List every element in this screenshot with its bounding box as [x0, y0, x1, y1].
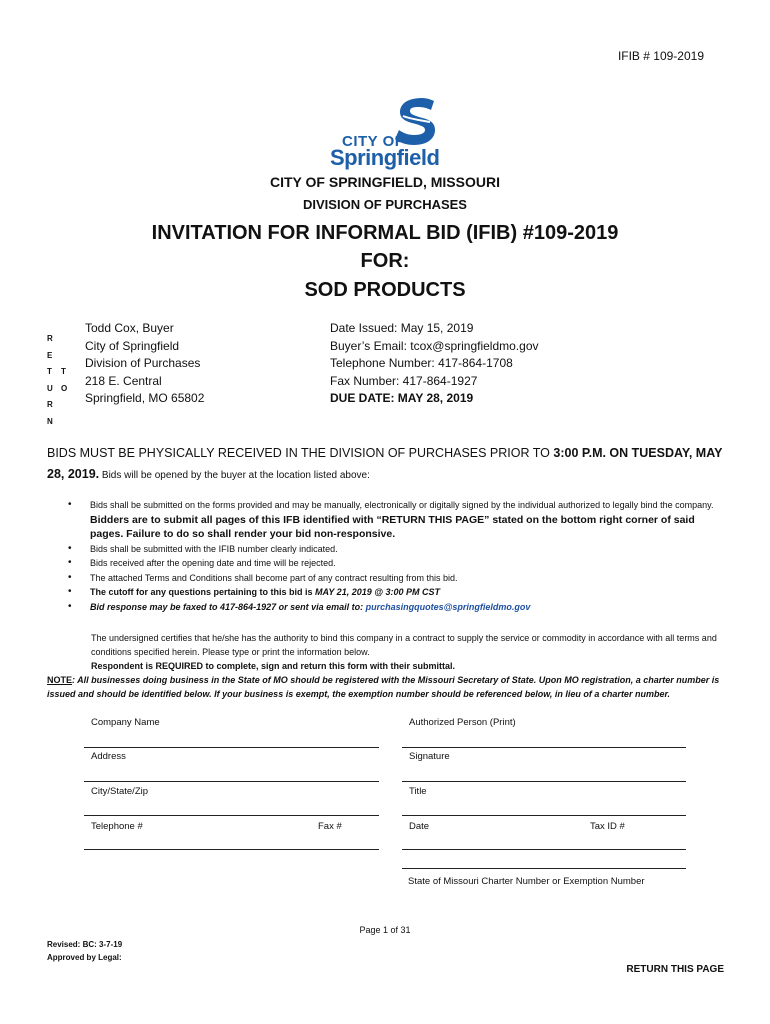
signature-label: Signature	[409, 751, 450, 762]
return-this-page-label: RETURN THIS PAGE	[626, 964, 724, 975]
charter-number-field[interactable]	[402, 868, 686, 869]
list-item: • The cutoff for any questions pertaining to this bid is MAY 21, 2019 @ 3:00 PM CST	[68, 585, 728, 600]
buyer-street: 218 E. Central	[85, 373, 162, 388]
title-label: Title	[409, 786, 427, 797]
company-name-field[interactable]	[84, 747, 379, 748]
city-heading: CITY OF SPRINGFIELD, MISSOURI	[270, 174, 500, 190]
buyer-name: Todd Cox, Buyer	[85, 321, 174, 335]
address-label: Address	[91, 751, 126, 762]
date-label: Date	[409, 821, 430, 832]
charter-number-label: State of Missouri Charter Number or Exemption Number	[408, 876, 645, 887]
certification-text	[47, 631, 727, 701]
instructions-list	[68, 498, 728, 614]
to-vertical-label: T O	[61, 367, 68, 393]
company-name-label: Company Name	[91, 717, 160, 728]
note-text: NOTE: All businesses doing business in the State of MO should be registered with the Missouri Secretary of State. Upon MO registration, a charter number is issued and should be identified below. If your business is exempt, the exemption number should be referenced below, in lieu of a charter number.	[47, 675, 720, 699]
city-logo	[330, 95, 442, 171]
signature-field[interactable]	[402, 781, 686, 782]
city-state-zip-field[interactable]	[84, 815, 379, 816]
division-heading: DIVISION OF PURCHASES	[303, 197, 467, 212]
product-heading: SOD PRODUCTS	[304, 279, 466, 301]
telephone-number: Telephone Number: 417-864-1708	[330, 356, 513, 370]
return-address	[85, 320, 204, 408]
buyer-division: Division of Purchases	[85, 356, 201, 370]
fax-label: Fax #	[318, 821, 342, 832]
authorized-person-label: Authorized Person (Print)	[409, 717, 516, 728]
bid-details	[330, 320, 539, 408]
page-title: INVITATION FOR INFORMAL BID (IFIB) #109-2019	[151, 222, 619, 244]
approved-by: Approved by Legal:	[47, 953, 122, 962]
title-field[interactable]	[402, 815, 686, 816]
list-item: • Bids shall be submitted with the IFIB number clearly indicated.	[68, 542, 728, 557]
due-date: DUE DATE: MAY 28, 2019	[330, 391, 474, 405]
telephone-fax-field[interactable]	[84, 849, 379, 850]
date-tax-id-field[interactable]	[402, 849, 686, 850]
certify-statement: The undersigned certifies that he/she has the authority to bind this company in a contract to supply the service or commodity in accordance with all terms and conditions specified herein. Please type or print the information below.	[91, 633, 717, 657]
list-item: • Bids shall be submitted on the forms provided and may be manually, electronically or digitally signed by the individual authorized to legally bind the company. Bidders are to submit all pages of this IFB identified with “RETURN THIS PAGE” stated on the bottom right corner of said pages. Failure to do so shall render your bid non-responsive.	[68, 498, 728, 542]
buyer-city: Springfield, MO 65802	[85, 391, 205, 405]
return-vertical-label: R E T U R N	[47, 334, 53, 426]
page-number: Page 1 of 31	[359, 925, 411, 935]
ifib-number: IFIB # 109-2019	[617, 49, 704, 63]
bids-notice: BIDS MUST BE PHYSICALLY RECEIVED IN THE DIVISION OF PURCHASES PRIOR TO 3:00 P.M. ON TUESDAY, MAY 28, 2019. Bids will be opened by the buyer at the location listed above:	[47, 446, 723, 481]
revised-date: Revised: BC: 3-7-19	[47, 940, 123, 949]
logo-springfield: Springfield	[330, 145, 440, 170]
buyer-email: Buyer’s Email: tcox@springfieldmo.gov	[330, 338, 539, 353]
required-notice: Respondent is REQUIRED to complete, sign and return this form with their submittal.	[91, 661, 456, 671]
logo-city-of: CITY OF	[342, 133, 405, 150]
list-item: • Bids received after the opening date and time will be rejected.	[68, 556, 728, 571]
fax-number: Fax Number: 417-864-1927	[330, 373, 478, 388]
list-item: • Bid response may be faxed to 417-864-1927 or sent via email to: purchasingquotes@springfieldmo.gov	[68, 600, 728, 615]
revision-info	[47, 938, 122, 964]
address-field[interactable]	[84, 781, 379, 782]
city-state-zip-label: City/State/Zip	[91, 786, 149, 797]
date-issued: Date Issued: May 15, 2019	[330, 321, 474, 335]
tax-id-label: Tax ID #	[590, 821, 625, 832]
email-link[interactable]: purchasingquotes@springfieldmo.gov	[365, 601, 531, 612]
for-heading: FOR:	[360, 250, 410, 272]
list-item: • The attached Terms and Conditions shall become part of any contract resulting from this bid.	[68, 571, 728, 586]
authorized-person-field[interactable]	[402, 747, 686, 748]
buyer-org: City of Springfield	[85, 338, 180, 353]
telephone-label: Telephone #	[91, 821, 143, 832]
